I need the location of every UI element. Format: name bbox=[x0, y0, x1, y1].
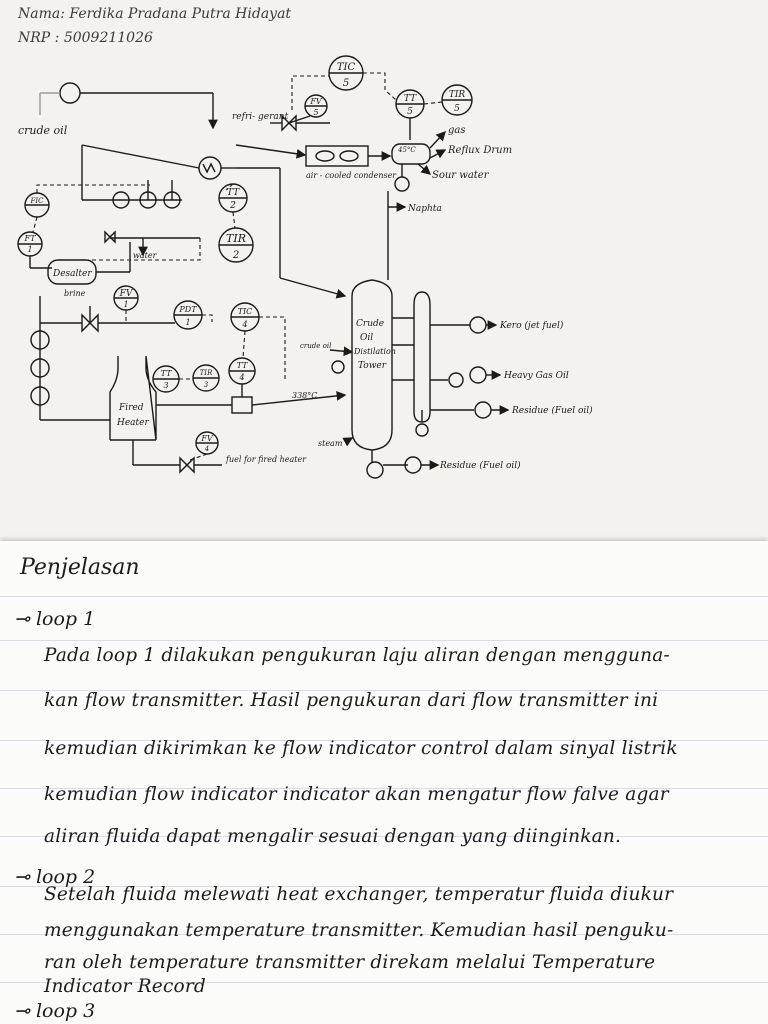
ft1-code: FT bbox=[24, 234, 36, 243]
tower-label-2: Oil bbox=[360, 333, 374, 343]
water-label: water bbox=[133, 251, 157, 260]
tic5-code: TIC bbox=[336, 62, 356, 73]
tir5-num: 5 bbox=[454, 104, 460, 114]
pdt1-num: 1 bbox=[185, 318, 191, 327]
crude-oil-side-label: crude oil bbox=[300, 342, 332, 350]
loop-1-line-5: aliran fluida dapat mengalir sesuai dengan yang diinginkan. bbox=[44, 826, 622, 847]
tower-label-3: Distilation bbox=[354, 347, 396, 356]
stripper-pump-icon bbox=[416, 424, 428, 436]
ruled-line bbox=[0, 640, 768, 641]
fuel-label: fuel for fired heater bbox=[226, 455, 307, 464]
fv4-num: 4 bbox=[204, 445, 210, 453]
bottom-pump-icon bbox=[367, 462, 383, 478]
tt3-code: TT bbox=[160, 369, 172, 378]
tt2-code: TT bbox=[226, 188, 240, 198]
ft1-num: 1 bbox=[27, 245, 33, 254]
fuel-valve-icon bbox=[180, 458, 194, 472]
crude-oil-feed-label: crude oil bbox=[18, 124, 68, 137]
tir3-num: 3 bbox=[203, 381, 209, 389]
ruled-line bbox=[0, 596, 768, 597]
heat-exchanger-icon bbox=[199, 157, 221, 179]
loop-1-line-3: kemudian dikirimkan ke flow indicator control dalam sinyal listrik bbox=[44, 738, 678, 759]
student-name: Nama: Ferdika Pradana Putra Hidayat bbox=[18, 6, 292, 22]
fv5-code: FV bbox=[310, 97, 322, 106]
tt5-code: TT bbox=[403, 94, 417, 104]
residue-side-label: Residue (Fuel oil) bbox=[512, 406, 593, 416]
heavy-gas-oil-label: Heavy Gas Oil bbox=[504, 371, 569, 381]
kero-valve-icon bbox=[470, 317, 486, 333]
tt4-num: 4 bbox=[239, 373, 245, 382]
loop-2-line-4: Indicator Record bbox=[44, 976, 206, 997]
loop-2-title: ⊸ loop 2 bbox=[14, 866, 96, 888]
tic4-code: TIC bbox=[237, 307, 253, 316]
pdt1-code: PDT bbox=[179, 305, 197, 314]
naphtha-label: Naphta bbox=[408, 204, 442, 214]
fired-heater-label-2: Heater bbox=[117, 418, 149, 428]
loop-2-line-2: menggunakan temperature transmitter. Kemudian hasil penguku- bbox=[44, 920, 674, 941]
desalter-label: Desalter bbox=[53, 269, 92, 279]
loop-2-line-3: ran oleh temperature transmitter direkam melalui Temperature bbox=[44, 952, 656, 973]
refrigerant-label: refri- gerant bbox=[232, 112, 289, 122]
tt5-num: 5 bbox=[407, 107, 413, 117]
tt3-num: 3 bbox=[163, 381, 169, 390]
tower-label-4: Tower bbox=[358, 361, 387, 371]
temp-element-icon bbox=[232, 397, 252, 413]
loop-2-line-1: Setelah fluida melewati heat exchanger, temperatur fluida diukur bbox=[44, 884, 674, 905]
fv5-num: 5 bbox=[313, 108, 319, 117]
fv4-code: FV bbox=[201, 434, 213, 443]
fv1-num: 1 bbox=[123, 300, 129, 309]
loop-1-line-2: kan flow transmitter. Hasil pengukuran dari flow transmitter ini bbox=[44, 690, 659, 711]
side-stripper bbox=[414, 292, 430, 422]
water-valve-icon bbox=[105, 232, 115, 242]
loop-1-title: ⊸ loop 1 bbox=[14, 608, 96, 630]
tt4-code: TT bbox=[236, 361, 248, 370]
reflux-drum-label: Reflux Drum bbox=[448, 145, 513, 156]
tir3-code: TIR bbox=[199, 369, 213, 377]
tt2-num: 2 bbox=[230, 201, 236, 211]
student-nrp: NRP : 5009211026 bbox=[18, 30, 153, 46]
reflux-temp: 45°C bbox=[398, 146, 416, 154]
tir5-code: TIR bbox=[448, 90, 466, 100]
loop-1-line-1: Pada loop 1 dilakukan pengukuran laju aliran dengan mengguna- bbox=[44, 645, 670, 666]
feed-pump-small-icon bbox=[332, 361, 344, 373]
residue-valve-icon bbox=[475, 402, 491, 418]
tir2-code: TIR bbox=[226, 232, 246, 245]
gas-label: gas bbox=[448, 125, 466, 136]
hgo-pump-icon bbox=[449, 373, 463, 387]
tic5-num: 5 bbox=[342, 78, 350, 89]
tower-label-1: Crude bbox=[356, 319, 385, 329]
steam-label: steam bbox=[318, 439, 343, 448]
kero-label: Kero (jet fuel) bbox=[500, 321, 564, 331]
sour-water-label: Sour water bbox=[432, 170, 489, 181]
explanation-heading: Penjelasan bbox=[20, 555, 140, 580]
residue-bottom-label: Residue (Fuel oil) bbox=[440, 461, 521, 471]
feed-pump-icon bbox=[60, 83, 80, 103]
fv1-code: FV bbox=[119, 289, 133, 299]
tic4-num: 4 bbox=[242, 320, 248, 329]
signal-lines bbox=[33, 73, 442, 460]
loop-3-title: ⊸ loop 3 bbox=[14, 1000, 96, 1022]
temp-338-label: 338°C bbox=[292, 391, 318, 400]
fic1-code: FIC bbox=[30, 197, 44, 205]
tir2-num: 2 bbox=[232, 250, 240, 261]
loop-1-line-4: kemudian flow indicator indicator akan mengatur flow falve agar bbox=[44, 784, 669, 805]
condenser-label: air - cooled condenser bbox=[306, 171, 397, 180]
brine-label: brine bbox=[64, 289, 86, 298]
fired-heater-label-1: Fired bbox=[119, 403, 144, 413]
reflux-pump-icon bbox=[395, 177, 409, 191]
hgo-valve-icon bbox=[470, 367, 486, 383]
